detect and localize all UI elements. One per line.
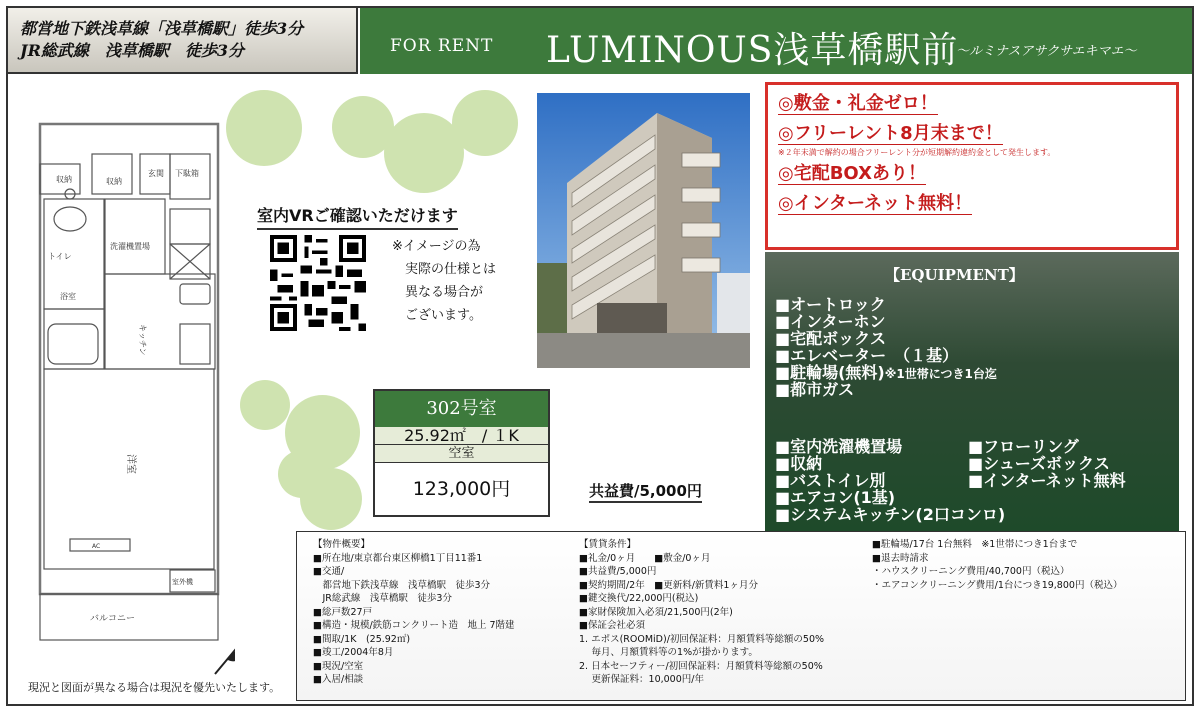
balcony-label: バルコニー — [90, 614, 136, 624]
additional-fees: ■駐輪場/17台 1台無料 ※1世帯につき1台まで ■退去時請求 ・ハウスクリーニング費用/40,700円（税込） ・エアコンクリーニング費用/1台につき19,800円（税込） — [872, 539, 1123, 591]
vr-note: ※イメージの為 実際の仕様とは 異なる場合が ございます。 — [392, 239, 497, 323]
deco-circle — [300, 468, 362, 530]
highlight-free-internet: ◎インターネット無料！ — [778, 193, 973, 214]
equip-autolock: ■オートロック — [775, 295, 886, 314]
shoe-box-label: 下駄箱 — [175, 169, 199, 178]
ac-label: AC — [92, 543, 101, 550]
equip-elevator: ■エレベーター （１基） — [775, 346, 959, 365]
equip-system-kitchen: ■システムキッチン(2口コンロ) — [775, 505, 1006, 524]
washer-label: 洗濯機置場 — [110, 242, 150, 251]
building-kana: ～ルミナスアサクサエキマエ～ — [956, 44, 1137, 59]
qr-code-icon[interactable] — [270, 235, 366, 331]
equip-flooring: ■フローリング — [968, 437, 1079, 456]
property-details — [296, 531, 1186, 701]
highlights-box — [765, 82, 1179, 250]
equip-aircon: ■エアコン(1基) — [775, 488, 896, 507]
equip-city-gas: ■都市ガス — [775, 380, 855, 399]
access-line-2: JR総武線 浅草橋駅 徒歩3分 — [20, 41, 245, 60]
equip-delivery-box: ■宅配ボックス — [775, 329, 886, 348]
floor-plan-drawing — [10, 84, 235, 684]
room-status: 空室 — [375, 445, 548, 463]
building-name: LUMINOUS浅草橋駅前 — [546, 30, 959, 71]
outdoor-unit-label: 室外機 — [172, 578, 193, 586]
storage-label: 収納 — [56, 175, 72, 184]
equip-storage: ■収納 — [775, 454, 823, 473]
deco-circle — [226, 90, 302, 166]
room-rent: 123,000円 — [412, 478, 511, 500]
highlight-delivery-box: ◎宅配BOXあり！ — [778, 163, 926, 184]
western-room-label: 洋室 — [125, 454, 136, 474]
compass-icon — [215, 644, 235, 674]
equip-shoe-box: ■シューズボックス — [968, 454, 1110, 473]
equip-free-internet: ■インターネット無料 — [968, 471, 1126, 490]
title-bar — [360, 8, 1192, 74]
room-summary — [373, 389, 550, 517]
plan-disclaimer: 現況と図面が異なる場合は現況を優先いたします。 — [28, 681, 281, 694]
equip-washer-space: ■室内洗濯機置場 — [775, 437, 903, 456]
rental-conditions: 【賃貸条件】 ■礼金/0ヶ月 ■敷金/0ヶ月 ■共益費/5,000円 ■契約期間/2年 ■更新料/新賃料1ヶ月分 ■鍵交換代/22,000円(税込) ■家財保険加入必須/21,500円(2年) ■保証会社必須 1. エポス(ROOMiD)/初回保証料：月額賃料等総額の50% 毎月、月額賃料等の1%が掛かります。 2. 日本セーフティー/初回保証料：月額賃料等総額の50% 更新保証料：10,000円/年 — [579, 539, 825, 685]
building-photo — [537, 93, 750, 368]
equipment-title: 【EQUIPMENT】 — [885, 266, 1024, 284]
for-rent-label: FOR RENT — [390, 36, 494, 56]
room-number: 302号室 — [375, 391, 548, 427]
equip-intercom: ■インターホン — [775, 312, 886, 331]
equip-bicycle-parking: ■駐輪場(無料)※1世帯につき1台迄 — [775, 363, 997, 382]
bath-label: 浴室 — [60, 292, 76, 301]
equipment-panel — [765, 252, 1179, 532]
floor-plan — [10, 84, 235, 684]
room-size: 25.92㎡ / １K — [375, 427, 548, 445]
highlight-free-rent: ◎フリーレント8月末まで！ — [778, 123, 1003, 144]
common-fee: 共益費/5,000円 — [589, 480, 702, 503]
access-line-1: 都営地下鉄浅草線「浅草橋駅」徒歩3分 — [20, 19, 304, 38]
entrance-label: 玄関 — [148, 169, 164, 178]
toilet-label: トイレ — [48, 252, 72, 261]
equip-separate-bath: ■バストイレ別 — [775, 471, 886, 490]
deco-circle — [240, 380, 290, 430]
highlight-free-rent-note: ※２年未満で解約の場合フリーレント分が短期解約違約金として発生します。 — [778, 148, 1056, 157]
access-info — [8, 8, 358, 74]
kitchen-label: キッチン — [138, 324, 147, 356]
highlight-no-deposit: ◎敷金・礼金ゼロ！ — [778, 93, 938, 114]
deco-circle — [452, 90, 518, 156]
property-overview: 【物件概要】 ■所在地/東京都台東区柳橋1丁目11番1 ■交通/ 都営地下鉄浅草線 浅草橋駅 徒歩3分 JR総武線 浅草橋駅 徒歩3分 ■総戸数27戸 ■構造・規模/鉄筋コンクリート造 地上 7階建 ■間取/1K (25.92㎡) ■竣工/2004年8月 ■現況/空室 ■入居/相談 — [313, 539, 515, 685]
storage-label-2: 収納 — [106, 177, 122, 186]
vr-title: 室内VRご確認いただけます — [257, 203, 458, 230]
